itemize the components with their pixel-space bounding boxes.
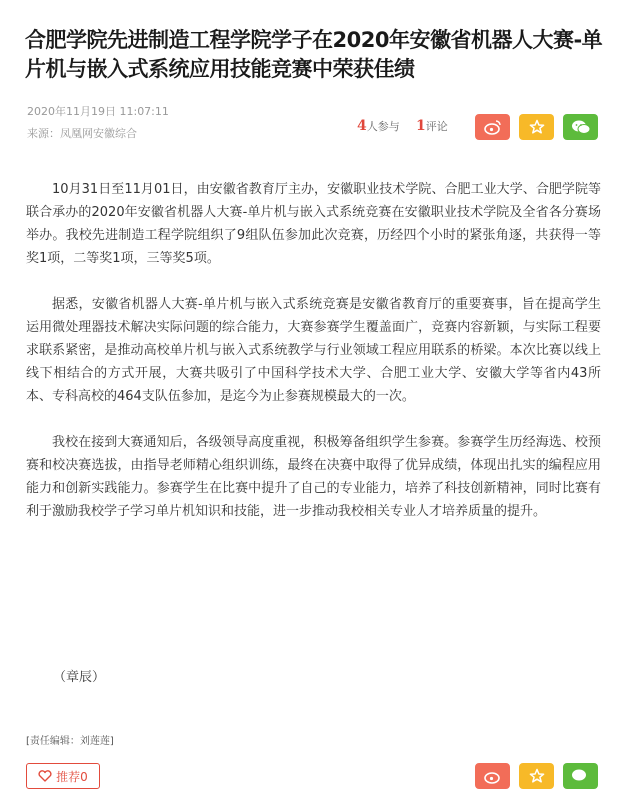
share-weibo-button-bottom[interactable] <box>475 763 510 789</box>
star-icon <box>529 119 545 135</box>
article-paragraph: 10月31日至11月01日，由安徽省教育厅主办，安徽职业技术学院、合肥工业大学、合肥学院等联合承办的2020年安徽省机器人大赛-单片机与嵌入式系统竞赛在安徽职业技术学院及全省各分赛场举办。我校先进制造工程学院组织了9组队伍参加此次竞赛，历经四个小时的紧张角逐，共获得一等奖1项，二等奖1项，三等奖5项。 <box>26 182 601 266</box>
article-body <box>26 178 601 546</box>
recommend-button[interactable] <box>26 763 100 789</box>
participants-number: 4 <box>357 118 367 134</box>
participants-count[interactable] <box>357 118 400 134</box>
comments-count[interactable] <box>416 118 448 134</box>
wechat-icon <box>571 119 591 135</box>
favorite-button[interactable] <box>519 114 554 140</box>
share-wechat-button[interactable] <box>563 114 598 140</box>
weibo-icon <box>484 119 502 135</box>
favorite-button-bottom[interactable] <box>519 763 554 789</box>
recommend-label: 推荐0 <box>56 769 88 784</box>
author-signoff: （章辰） <box>53 670 106 685</box>
publish-date: 2020年11月19日 11:07:11 <box>27 105 169 118</box>
article-paragraph: 我校在接到大赛通知后，各级领导高度重视，积极筹备组织学生参赛。参赛学生历经海选、校预赛和校决赛选拔，由指导老师精心组织训练，最终在决赛中取得了优异成绩，体现出扎实的编程应用能力和创新实践能力。参赛学生在比赛中提升了自己的专业能力，培养了科技创新精神，同时比赛有利于激励我校学子学习单片机知识和技能，进一步推动我校相关专业人才培养质量的提升。 <box>26 435 601 519</box>
responsible-editor: [责任编辑：刘莲莲] <box>26 736 114 747</box>
heart-icon <box>38 770 52 782</box>
article-paragraph: 据悉，安徽省机器人大赛-单片机与嵌入式系统竞赛是安徽省教育厅的重要赛事，旨在提高学生运用微处理器技术解决实际问题的综合能力，大赛参赛学生覆盖面广，竞赛内容新颖，与实际工程要求联系紧密，是推动高校单片机与嵌入式系统教学与行业领域工程应用联系的桥梁。本次比赛以线上线下相结合的方式开展，大赛共吸引了中国科学技术大学、合肥工业大学、安徽大学等省内43所本、专科高校的464支队伍参加，是迄今为止参赛规模最大的一次。 <box>26 297 601 404</box>
weibo-icon <box>484 768 502 784</box>
article-source: 来源：凤凰网安徽综合 <box>27 127 137 140</box>
star-icon <box>529 768 545 784</box>
participants-label: 人参与 <box>366 120 400 133</box>
comments-number: 1 <box>416 118 426 134</box>
share-weibo-button[interactable] <box>475 114 510 140</box>
comments-label: 评论 <box>425 120 448 133</box>
article-title: 合肥学院先进制造工程学院学子在2020年安徽省机器人大赛-单片机与嵌入式系统应用技能竞赛中荣获佳绩 <box>25 28 603 81</box>
wechat-icon <box>571 768 591 784</box>
share-wechat-button-bottom[interactable] <box>563 763 598 789</box>
